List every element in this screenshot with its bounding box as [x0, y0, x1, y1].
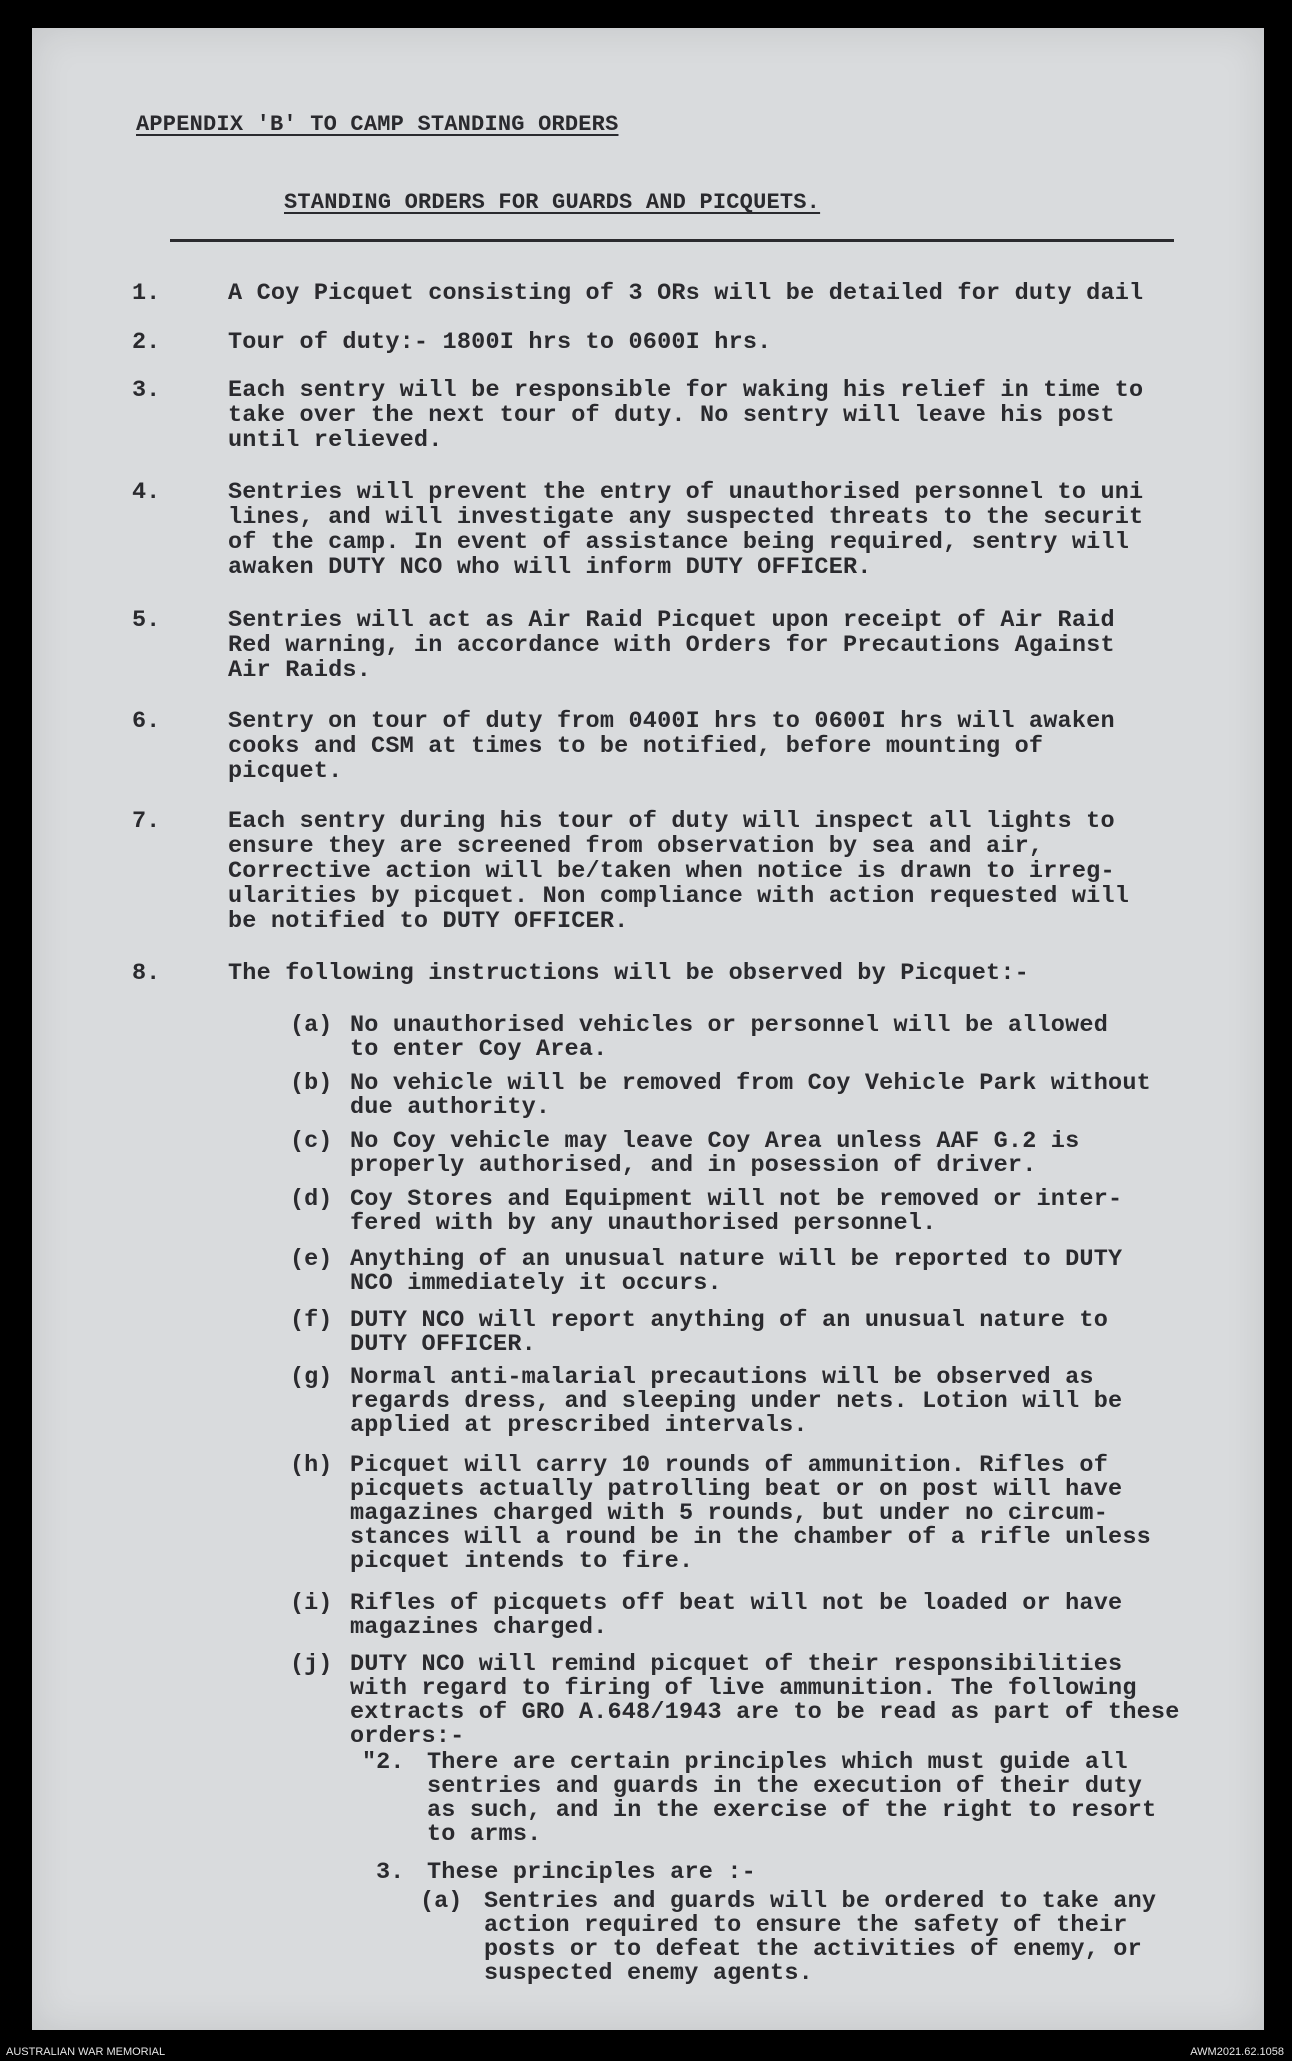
quote2-line-1: These principles are :- [427, 1859, 756, 1886]
para-5-line-3: Air Raids. [228, 657, 372, 684]
para-6-line-3: picquet. [228, 758, 343, 785]
sub-i-label: (i) [290, 1590, 333, 1617]
quote-line-1: There are certain principles which must guide all [427, 1749, 1128, 1776]
sub-g-line-1: Normal anti-malarial precautions will be observed as [350, 1364, 1094, 1391]
para-6-number: 6. [132, 708, 161, 735]
sub-d-label: (d) [290, 1186, 333, 1213]
para-4-line-4: awaken DUTY NCO who will inform DUTY OFFICER. [228, 554, 872, 581]
quote-line-3: as such, and in the exercise of the right to resort [427, 1797, 1157, 1824]
sub-a-line-1: No unauthorised vehicles or personnel will be allowed [350, 1012, 1109, 1039]
para-2-number: 2. [132, 329, 161, 356]
sub-j-line-4: orders:- [350, 1723, 465, 1750]
sub-b-line-2: due authority. [350, 1094, 551, 1121]
sub-f-line-1: DUTY NCO will report anything of an unusual nature to [350, 1307, 1109, 1334]
quote-line-2: sentries and guards in the execution of their duty [427, 1773, 1143, 1800]
sub-j-line-1: DUTY NCO will remind picquet of their responsibilities [350, 1651, 1123, 1678]
para-3-line-2: take over the next tour of duty. No sentry will leave his post [228, 402, 1115, 429]
para-4-line-1: Sentries will prevent the entry of unauthorised personnel to uni [228, 479, 1144, 506]
footer-accession-number: AWM2021.62.1058 [1190, 2046, 1284, 2058]
quote2-number: 3. [376, 1859, 405, 1886]
sub-e-label: (e) [290, 1246, 333, 1273]
para-1-line-1: A Coy Picquet consisting of 3 ORs will be detailed for duty dail [228, 280, 1144, 307]
para-8-number: 8. [132, 960, 161, 987]
para-5-line-2: Red warning, in accordance with Orders for Precautions Against [228, 632, 1115, 659]
para-6-line-1: Sentry on tour of duty from 0400I hrs to 0600I hrs will awaken [228, 708, 1115, 735]
sub-g-label: (g) [290, 1364, 333, 1391]
para-7-number: 7. [132, 808, 161, 835]
sub-b-label: (b) [290, 1070, 333, 1097]
para-4-line-2: lines, and will investigate any suspected threats to the securit [228, 504, 1144, 531]
sub-h-label: (h) [290, 1452, 333, 1479]
quote2-sub-line-2: action required to ensure the safety of their [484, 1912, 1128, 1939]
para-6-line-2: cooks and CSM at times to be notified, before mounting of [228, 733, 1044, 760]
para-4-line-3: of the camp. In event of assistance being required, sentry will [228, 529, 1130, 556]
quote2-sub-line-4: suspected enemy agents. [484, 1960, 813, 1987]
footer-institution: AUSTRALIAN WAR MEMORIAL [6, 2046, 166, 2058]
sub-h-line-1: Picquet will carry 10 rounds of ammunition. Rifles of [350, 1452, 1109, 1479]
para-3-line-1: Each sentry will be responsible for waking his relief in time to [228, 377, 1144, 404]
quote2-sub-line-3: posts or to defeat the activities of enemy, or [484, 1936, 1142, 1963]
sub-c-label: (c) [290, 1128, 333, 1155]
appendix-heading: APPENDIX 'B' TO CAMP STANDING ORDERS [136, 112, 619, 137]
sub-g-line-3: applied at prescribed intervals. [350, 1412, 808, 1439]
sub-h-line-5: picquet intends to fire. [350, 1548, 694, 1575]
para-5-line-1: Sentries will act as Air Raid Picquet upon receipt of Air Raid [228, 607, 1115, 634]
sub-e-line-1: Anything of an unusual nature will be reported to DUTY [350, 1246, 1123, 1273]
sub-j-line-2: with regard to firing of live ammunition. The following [350, 1675, 1137, 1702]
document-title: STANDING ORDERS FOR GUARDS AND PICQUETS. [284, 190, 821, 215]
quote2-sub-line-1: Sentries and guards will be ordered to take any [484, 1888, 1157, 1915]
quote2-sub-label: (a) [420, 1888, 463, 1915]
para-5-number: 5. [132, 607, 161, 634]
sub-i-line-1: Rifles of picquets off beat will not be loaded or have [350, 1590, 1123, 1617]
sub-g-line-2: regards dress, and sleeping under nets. Lotion will be [350, 1388, 1123, 1415]
sub-h-line-4: stances will a round be in the chamber of a rifle unless [350, 1524, 1151, 1551]
sub-j-label: (j) [290, 1651, 333, 1678]
para-7-line-2: ensure they are screened from observation by sea and air, [228, 833, 1044, 860]
sub-h-line-2: picquets actually patrolling beat or on post will have [350, 1476, 1123, 1503]
sub-b-line-1: No vehicle will be removed from Coy Vehicle Park without [350, 1070, 1151, 1097]
para-1-number: 1. [132, 280, 161, 307]
sub-c-line-2: properly authorised, and in posession of driver. [350, 1152, 1037, 1179]
sub-f-label: (f) [290, 1307, 333, 1334]
para-7-line-1: Each sentry during his tour of duty will inspect all lights to [228, 808, 1115, 835]
title-rule [170, 239, 1174, 242]
para-7-line-3: Corrective action will be/taken when notice is drawn to irreg- [228, 858, 1115, 885]
document-page [32, 28, 1264, 2030]
sub-a-line-2: to enter Coy Area. [350, 1036, 608, 1063]
sub-i-line-2: magazines charged. [350, 1614, 608, 1641]
sub-f-line-2: DUTY OFFICER. [350, 1331, 536, 1358]
sub-d-line-1: Coy Stores and Equipment will not be removed or inter- [350, 1186, 1123, 1213]
quote-line-4: to arms. [427, 1821, 542, 1848]
sub-h-line-3: magazines charged with 5 rounds, but under no circum- [350, 1500, 1109, 1527]
sub-d-line-2: fered with by any unauthorised personnel. [350, 1210, 937, 1237]
para-3-line-3: until relieved. [228, 427, 443, 454]
sub-a-label: (a) [290, 1012, 333, 1039]
para-7-line-4: ularities by picquet. Non compliance with action requested will [228, 883, 1130, 910]
sub-c-line-1: No Coy vehicle may leave Coy Area unless AAF G.2 is [350, 1128, 1080, 1155]
sub-j-line-3: extracts of GRO A.648/1943 are to be read as part of these [350, 1699, 1180, 1726]
para-7-line-5: be notified to DUTY OFFICER. [228, 908, 629, 935]
para-8-line-1: The following instructions will be observed by Picquet:- [228, 960, 1029, 987]
para-3-number: 3. [132, 377, 161, 404]
para-4-number: 4. [132, 479, 161, 506]
para-2-line-1: Tour of duty:- 1800I hrs to 0600I hrs. [228, 329, 772, 356]
quote-number: "2. [362, 1749, 405, 1776]
sub-e-line-2: NCO immediately it occurs. [350, 1270, 722, 1297]
